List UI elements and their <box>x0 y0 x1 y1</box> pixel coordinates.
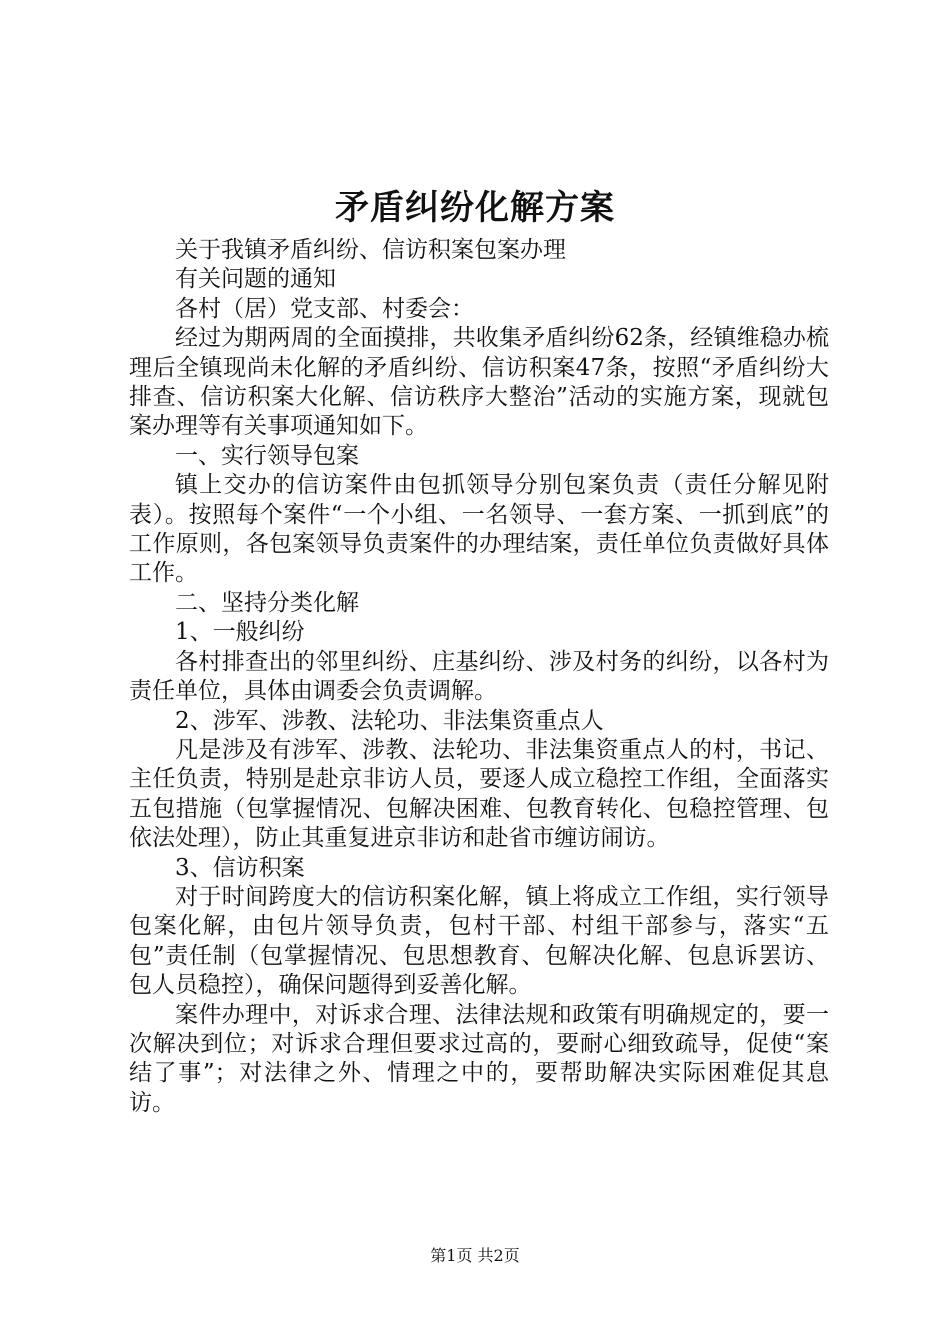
document-body <box>129 236 829 1118</box>
subsection-3-paragraph: 对于时间跨度大的信访积案化解，镇上将成立工作组，实行领导包案化解，由包片领导负责，包村干部、村组干部参与，落实“五包”责任制（包掌握情况、包思想教育、包解决化解、包息诉罢访、包人员稳控），确保问题得到妥善化解。 <box>129 883 829 999</box>
subsection-heading-1: 1、一般纠纷 <box>175 619 305 646</box>
section-heading-2: 二、坚持分类化解 <box>175 589 359 616</box>
notice-heading-line-2: 有关问题的通知 <box>175 266 336 293</box>
salutation: 各村（居）党支部、村委会： <box>175 295 474 322</box>
subsection-1-paragraph: 各村排查出的邻里纠纷、庄基纠纷、涉及村务的纠纷，以各村为责任单位，具体由调委会负责调解。 <box>129 648 829 705</box>
document-title: 矛盾纠纷化解方案 <box>335 188 615 228</box>
section-heading-1: 一、实行领导包案 <box>175 442 359 469</box>
subsection-2-paragraph: 凡是涉及有涉军、涉教、法轮功、非法集资重点人的村，书记、主任负责，特别是赴京非访人员，要逐人成立稳控工作组，全面落实五包措施（包掌握情况、包解决困难、包教育转化、包稳控管理、包依法处理），防止其重复进京非访和赴省市缠访闹访。 <box>129 736 829 852</box>
subsection-heading-3: 3、信访积案 <box>175 854 305 881</box>
intro-paragraph: 经过为期两周的全面摸排，共收集矛盾纠纷62条，经镇维稳办梳理后全镇现尚未化解的矛盾纠纷、信访积案47条，按照“矛盾纠纷大排查、信访积案大化解、信访秩序大整治”活动的实施方案，现就包案办理等有关事项通知如下。 <box>129 325 829 440</box>
section-1-paragraph: 镇上交办的信访案件由包抓领导分别包案负责（责任分解见附表）。按照每个案件“一个小组、一名领导、一套方案、一抓到底”的工作原则，各包案领导负责案件的办理结案，责任单位负责做好具体工作。 <box>129 472 829 587</box>
notice-heading-line-1: 关于我镇矛盾纠纷、信访积案包案办理 <box>175 237 566 263</box>
case-handling-paragraph: 案件办理中，对诉求合理、法律法规和政策有明确规定的，要一次解决到位；对诉求合理但要求过高的，要耐心细致疏导，促使“案结了事”；对法律之外、情理之中的，要帮助解决实际困难促其息访。 <box>129 1001 829 1116</box>
page-number-footer: 第1页 共2页 <box>430 1246 520 1265</box>
subsection-heading-2: 2、涉军、涉教、法轮功、非法集资重点人 <box>175 707 604 734</box>
